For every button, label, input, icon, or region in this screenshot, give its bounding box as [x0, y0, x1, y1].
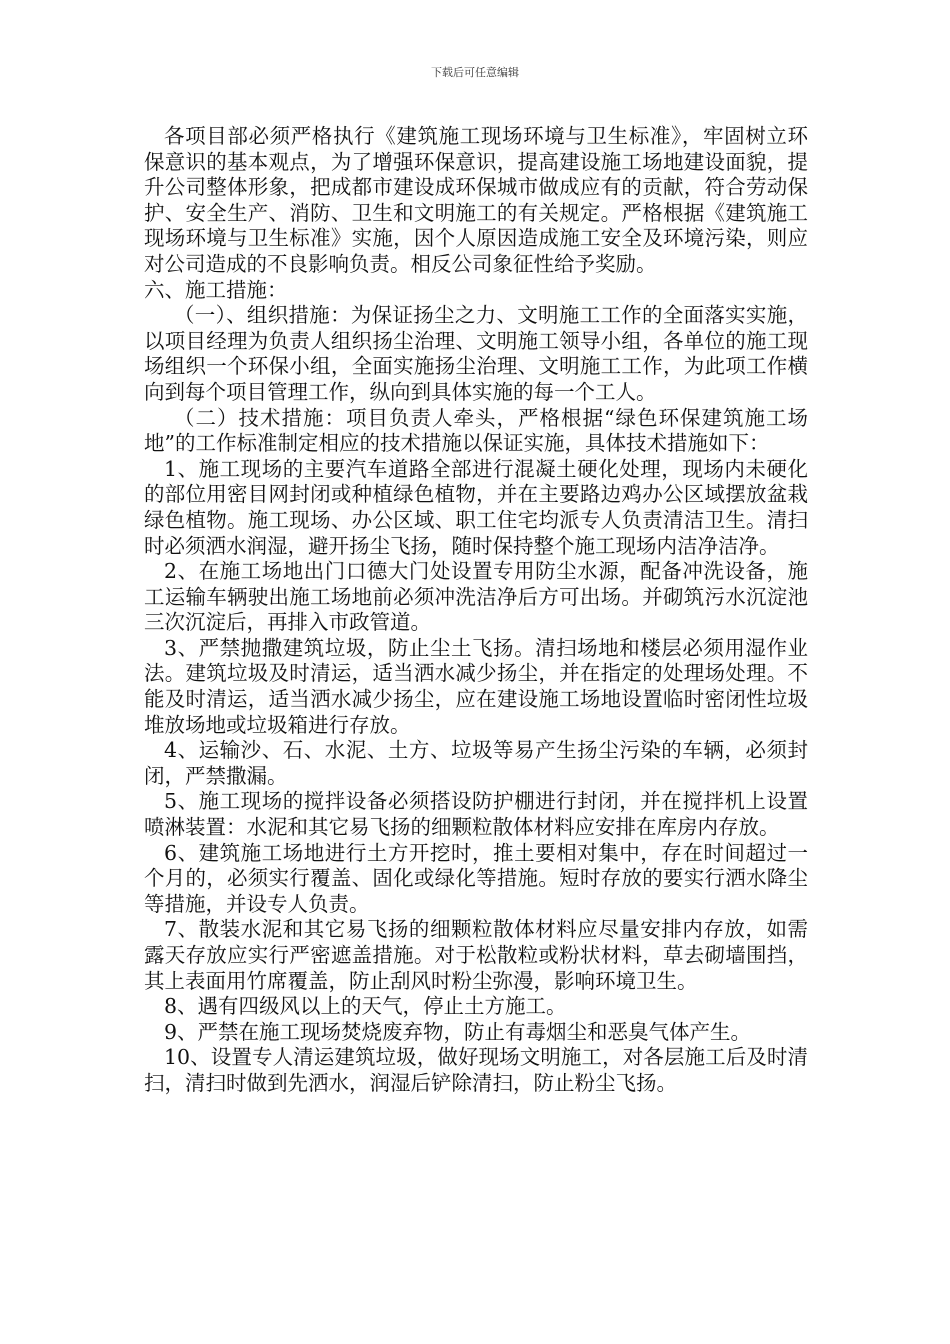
body-paragraph: 3、严禁抛撒建筑垃圾，防止尘土飞扬。清扫场地和楼层必须用湿作业法。建筑垃圾及时清运，适当洒水减少扬尘，并在指定的处理场处理。不能及时清运，适当洒水减少扬尘，应在建设施工场地设置临时密闭性垃圾堆放场地或垃圾箱进行存放。	[144, 635, 808, 737]
body-paragraph: （一）、组织措施：为保证扬尘之力、文明施工工作的全面落实实施，以项目经理为负责人组织扬尘治理、文明施工领导小组，各单位的施工现场组织一个环保小组，全面实施扬尘治理、文明施工工作，为此项工作横向到每个项目管理工作，纵向到具体实施的每一个工人。	[144, 303, 808, 404]
body-paragraph: 1、施工现场的主要汽车道路全部进行混凝土硬化处理，现场内未硬化的部位用密目网封闭或种植绿色植物，并在主要路边鸡办公区域摆放盆栽绿色植物。施工现场、办公区域、职工住宅均派专人负责清洁卫生。清扫时必须洒水润湿，避开扬尘飞扬，随时保持整个施工现场内洁净洁净。	[144, 456, 808, 558]
body-paragraph: （二）技术措施：项目负责人牵头，严格根据“绿色环保建筑施工场地”的工作标准制定相应的技术措施以保证实施，具体技术措施如下：	[144, 405, 808, 456]
section-heading: 六、施工措施：	[144, 277, 288, 302]
body-paragraph: 5、施工现场的搅拌设备必须搭设防护棚进行封闭，并在搅拌机上设置喷淋装置：水泥和其它易飞扬的细颗粒散体材料应安排在库房内存放。	[144, 789, 808, 840]
body-paragraph: 10、设置专人清运建筑垃圾，做好现场文明施工，对各层施工后及时清扫，清扫时做到先洒水，润湿后铲除清扫，防止粉尘飞扬。	[144, 1045, 808, 1095]
body-paragraph: 8、遇有四级风以上的天气，停止土方施工。	[164, 994, 567, 1019]
page-header: 下载后可任意编辑	[431, 66, 519, 79]
body-paragraph: 2、在施工场地出门口德大门处设置专用防尘水源，配备冲洗设备，施工运输车辆驶出施工场地前必须冲洗洁净后方可出场。并砌筑污水沉淀池三次沉淀后，再排入市政管道。	[144, 559, 808, 635]
body-paragraph: 7、散装水泥和其它易飞扬的细颗粒散体材料应尽量安排内存放，如需露天存放应实行严密遮盖措施。对于松散粒或粉状材料，草去砌墙围挡，其上表面用竹席覆盖，防止刮风时粉尘弥漫，影响环境卫生。	[144, 917, 808, 993]
document-body	[144, 124, 808, 1097]
body-paragraph: 4、运输沙、石、水泥、土方、垃圾等易产生扬尘污染的车辆，必须封闭，严禁撒漏。	[144, 738, 808, 788]
body-paragraph: 9、严禁在施工现场焚烧废弃物，防止有毒烟尘和恶臭气体产生。	[164, 1019, 752, 1044]
body-paragraph: 各项目部必须严格执行《建筑施工现场环境与卫生标准》，牢固树立环保意识的基本观点，为了增强环保意识，提高建设施工场地建设面貌，提升公司整体形象，把成都市建设成环保城市做成应有的贡献，符合劳动保护、安全生产、消防、卫生和文明施工的有关规定。严格根据《建筑施工现场环境与卫生标准》实施，因个人原因造成施工安全及环境污染，则应对公司造成的不良影响负责。相反公司象征性给予奖励。	[144, 124, 808, 276]
body-paragraph: 6、建筑施工场地进行土方开挖时，推土要相对集中，存在时间超过一个月的，必须实行覆盖、固化或绿化等措施。短时存放的要实行洒水降尘等措施，并设专人负责。	[144, 840, 808, 916]
